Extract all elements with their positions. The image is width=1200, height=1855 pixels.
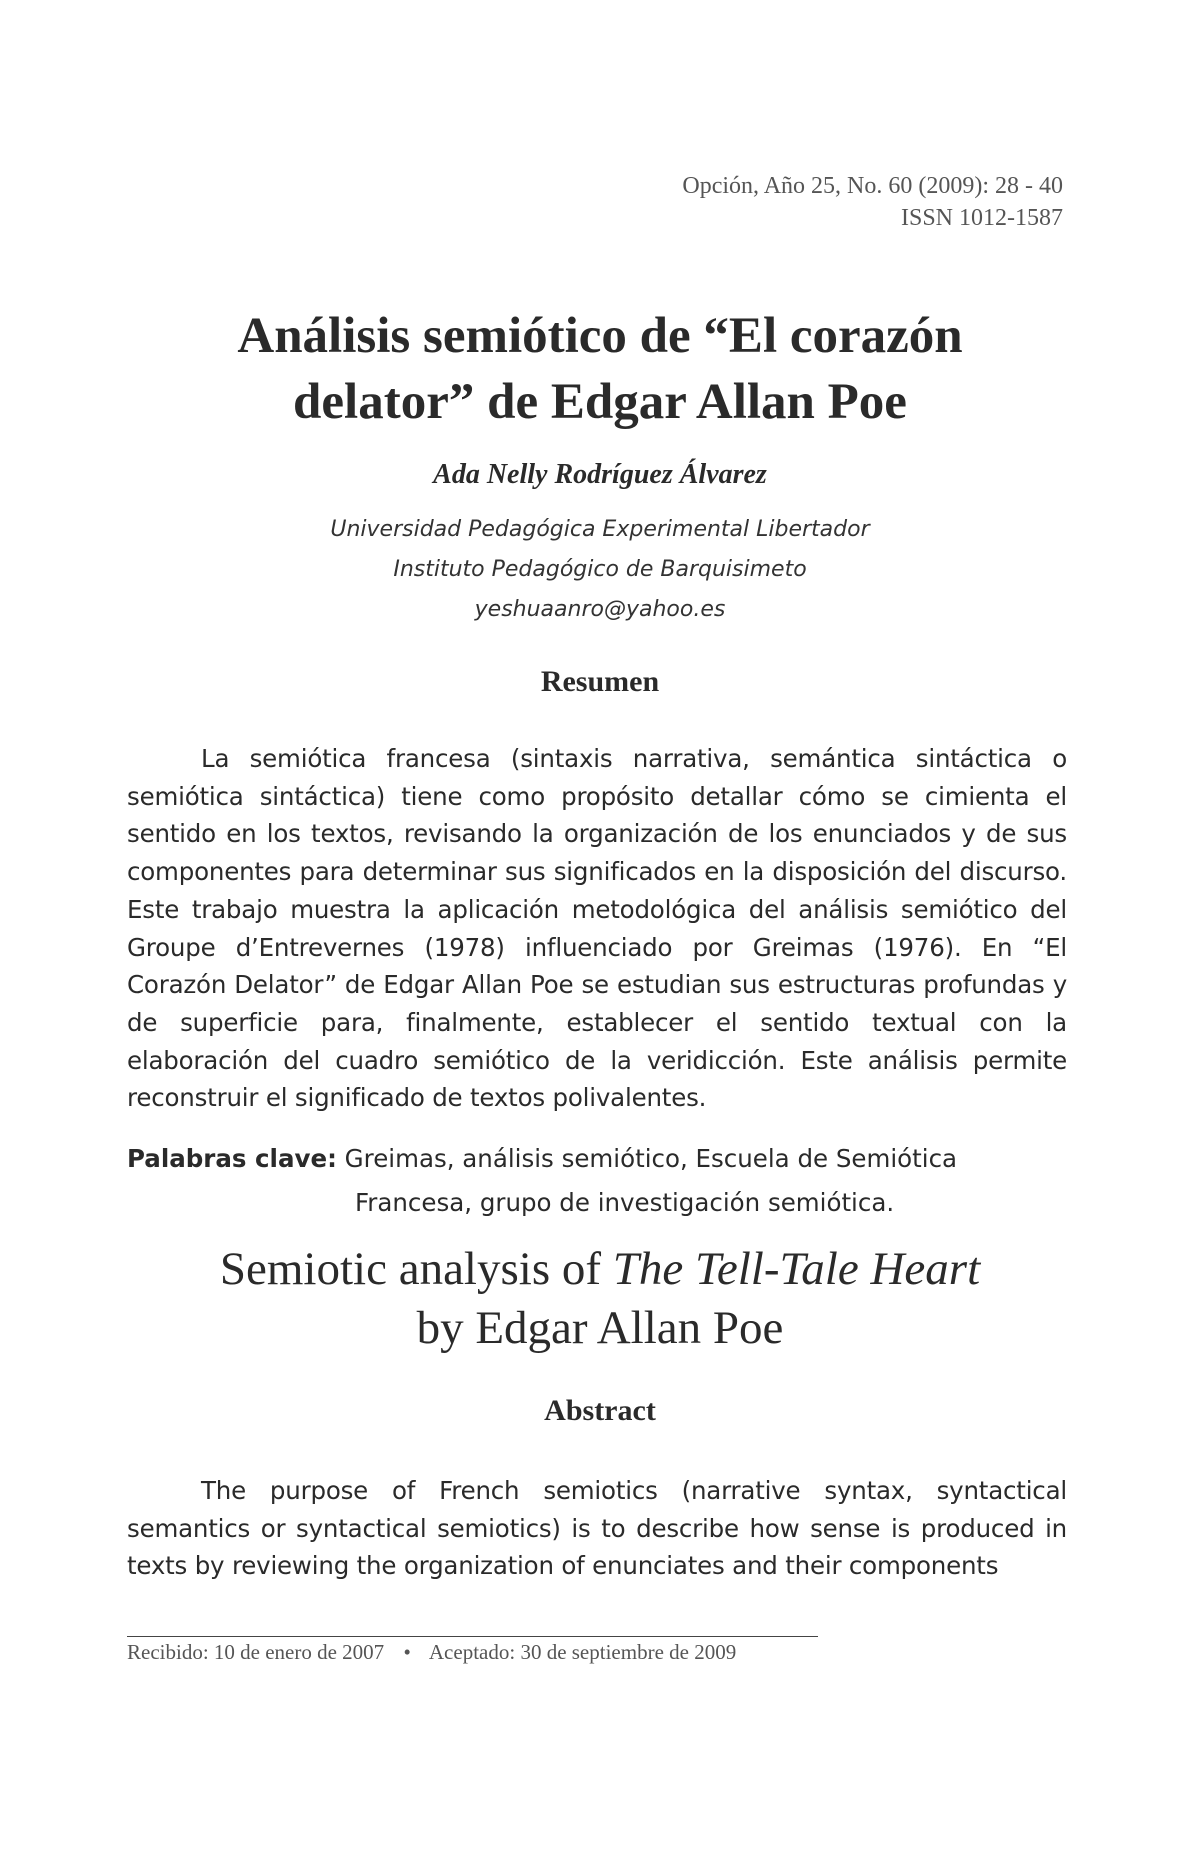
english-title-work: The Tell-Tale Heart	[612, 1243, 981, 1295]
keywords-text-1: Greimas, análisis semiótico, Escuela de Semiótica	[344, 1144, 958, 1173]
received-date: Recibido: 10 de enero de 2007	[127, 1640, 385, 1664]
keywords-line-1	[127, 1137, 1067, 1181]
keywords-label: Palabras clave:	[127, 1144, 337, 1173]
english-title-line-2: by Edgar Allan Poe	[416, 1302, 784, 1354]
date-separator: •	[403, 1640, 411, 1664]
journal-header	[682, 170, 1063, 234]
journal-citation: Opción, Año 25, No. 60 (2009): 28 - 40	[682, 173, 1063, 199]
article-title-line-2: delator” de Edgar Allan Poe	[293, 374, 907, 430]
english-title	[0, 1240, 1200, 1358]
affiliation-institute: Instituto Pedagógico de Barquisimeto	[393, 557, 807, 582]
keywords	[127, 1137, 1067, 1225]
affiliation-university: Universidad Pedagógica Experimental Libertador	[330, 517, 870, 542]
author-affiliation	[0, 510, 1200, 630]
english-title-prefix: Semiotic analysis of	[219, 1243, 613, 1295]
accepted-date: Aceptado: 30 de septiembre de 2009	[428, 1640, 737, 1664]
abstract-paragraph: The purpose of French semiotics (narrative syntax, syntactical semantics or syntactical semiotics) is to describe how sense is produced in texts by reviewing the organization of enunciates and their components	[127, 1476, 1067, 1581]
resumen-heading: Resumen	[540, 665, 660, 698]
article-title	[0, 303, 1200, 435]
english-title-line-1	[0, 1240, 1200, 1299]
author-name: Ada Nelly Rodríguez Álvarez	[433, 459, 767, 490]
resumen-paragraph: La semiótica francesa (sintaxis narrativa, semántica sintáctica o semiótica sintáctica) tiene como propósito detallar cómo se cimienta el sentido en los textos, revisando la organización de los enunciados y de sus componentes para determinar sus significados en la disposición del discurso. Este trabajo muestra la aplicación metodológica del análisis semiótico del Groupe d’Entrevernes (1978) influenciado por Greimas (1976). En “El Corazón Delator” de Edgar Allan Poe se estudian sus estructuras profundas y de superficie para, finalmente, establecer el sentido textual con la elaboración del cuadro semiótico de la veridicción. Este análisis permite reconstruir el significado de textos polivalentes.	[127, 744, 1067, 1113]
abstract-heading: Abstract	[544, 1394, 656, 1427]
journal-issn: ISSN 1012-1587	[900, 205, 1063, 231]
keywords-line-2: Francesa, grupo de investigación semiótica.	[355, 1188, 895, 1217]
footnote-dates	[127, 1640, 847, 1665]
author-email: yeshuaanro@yahoo.es	[474, 597, 726, 622]
footer-divider	[127, 1636, 818, 1637]
article-title-line-1: Análisis semiótico de “El corazón	[237, 308, 963, 364]
